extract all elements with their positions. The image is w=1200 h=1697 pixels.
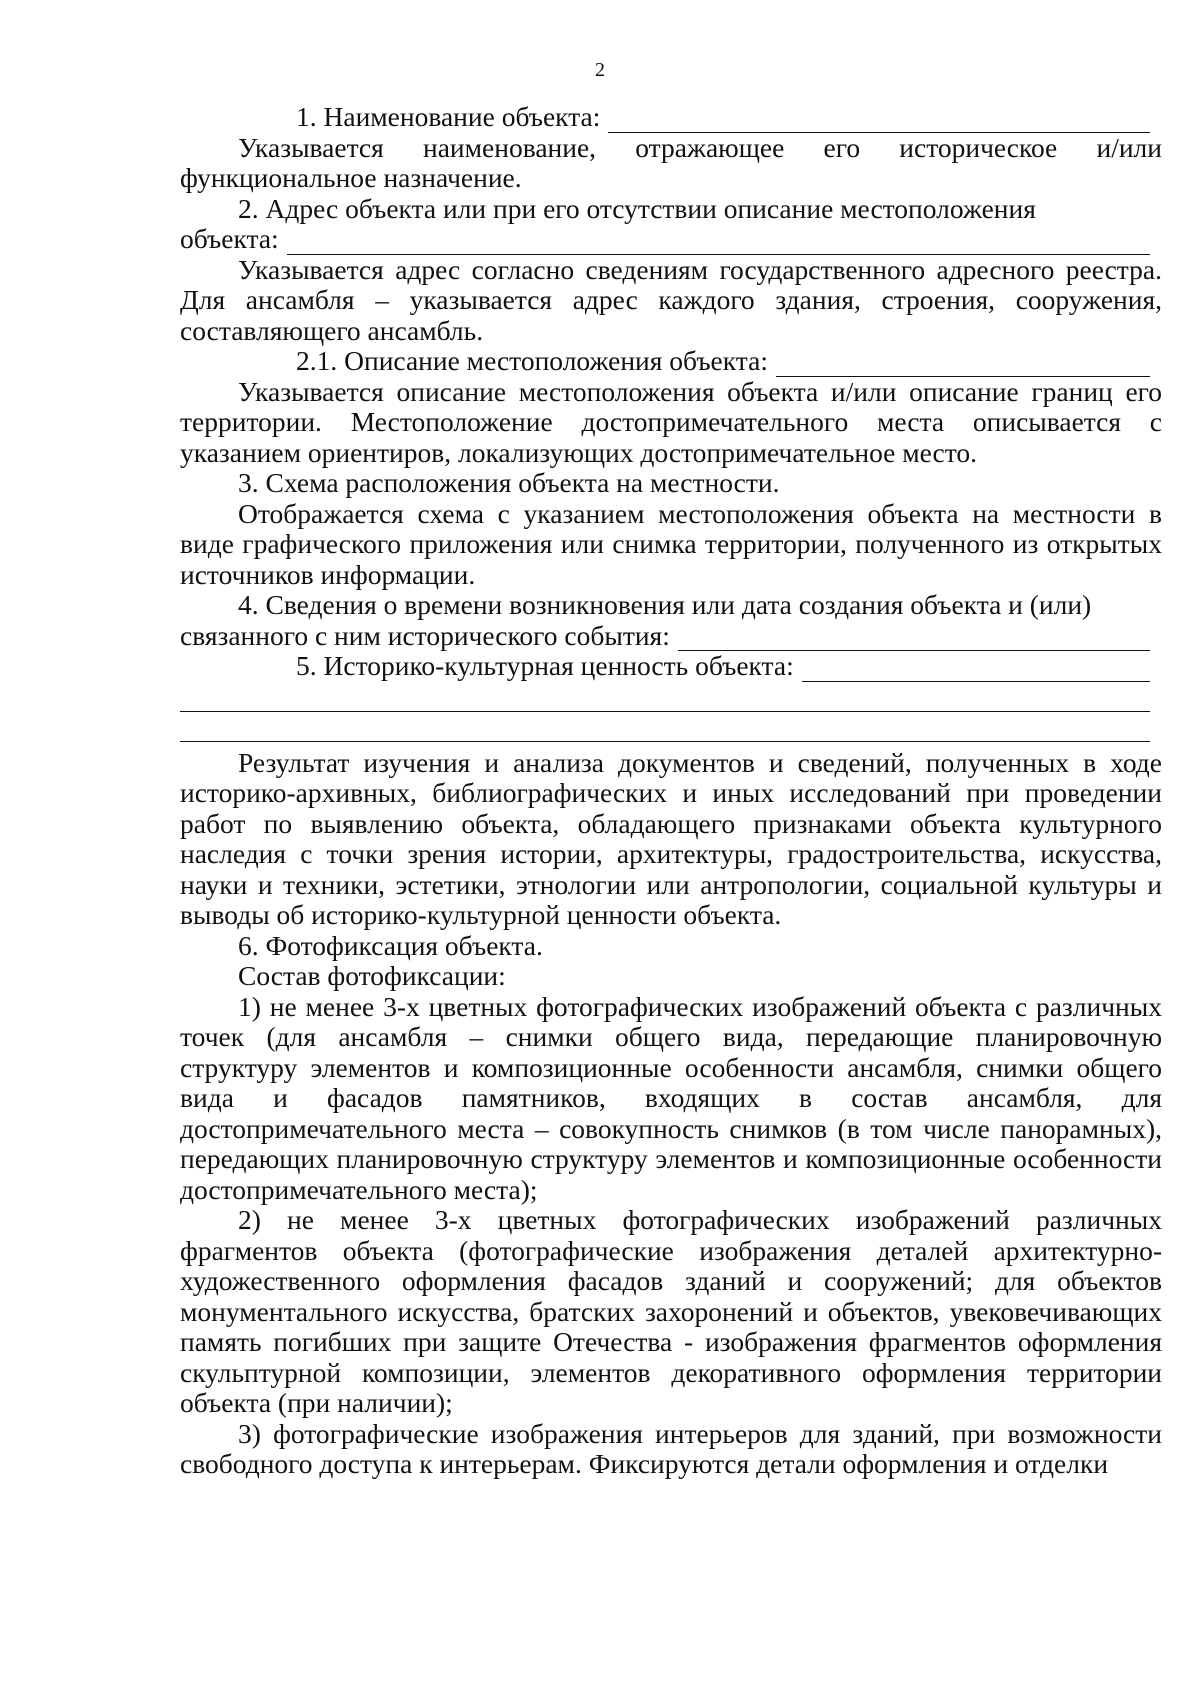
field-label: 5. Историко-культурная ценность объекта: [296, 650, 794, 681]
paragraph: Отображается схема с указанием местоположения объекта на местности в виде графического приложения или снимка территории, полученного из открытых источников информации. [180, 497, 1162, 590]
list-item: 3) фотографические изображения интерьеров для зданий, при возможности свободного доступа к интерьерам. Фиксируются детали оформления и отделки [180, 1417, 1162, 1479]
blank-line[interactable] [608, 108, 1150, 133]
blank-line[interactable] [678, 626, 1150, 651]
paragraph: Состав фотофиксации: [238, 960, 506, 991]
field-label: 1. Наименование объекта: [296, 101, 601, 132]
field-object-address [180, 224, 1162, 255]
blank-line-full[interactable] [180, 712, 1150, 742]
field-label: связанного с ним исторического события: [180, 619, 670, 651]
field-creation-date [180, 621, 1162, 652]
blank-line-full[interactable] [180, 682, 1150, 712]
field-location-description [180, 346, 1162, 377]
paragraph: 3. Схема расположения объекта на местности. [238, 467, 780, 498]
paragraph: Указывается наименование, отражающее его историческое и/или функциональное назначение. [180, 131, 1162, 193]
blank-line[interactable] [776, 352, 1150, 377]
paragraph: Результат изучения и анализа документов и сведений, полученных в ходе историко-архивных, библиографических и иных исследований при проведении работ по выявлению объекта, обладающего признаками объекта культурного наследия с точки зрения истории, архитектуры, градостроительства, искусства, науки и техники, эстетики, этнологии или антропологии, социальной культуры и выводы об историко-культурной ценности объекта. [180, 746, 1162, 930]
blank-line[interactable] [802, 657, 1150, 682]
paragraph: Указывается адрес согласно сведениям государственного адресного реестра. Для ансамбля – указывается адрес каждого здания, строения, сооружения, составляющего ансамбль. [180, 253, 1162, 346]
field-cultural-value [180, 651, 1162, 682]
field-label: 2.1. Описание местоположения объекта: [296, 345, 768, 376]
paragraph: Указывается описание местоположения объекта и/или описание границ его территории. Местоположение достопримечательного места описывается с указанием ориентиров, локализующих достопримечательное место. [180, 375, 1162, 468]
blank-line[interactable] [287, 230, 1150, 255]
page-number: 2 [595, 59, 605, 81]
paragraph: 2. Адрес объекта или при его отсутствии описание местоположения [238, 192, 1036, 224]
field-label: объекта: [180, 223, 279, 254]
document-body [180, 102, 1162, 1480]
field-object-name [180, 102, 1162, 133]
list-item: 1) не менее 3-х цветных фотографических изображений объекта с различных точек (для ансамбля – снимки общего вида, передающие планировочную структуру элементов и композиционные особенности ансамбля, снимки общего вида и фасадов памятников, входящих в состав ансамбля, для достопримечательного места – совокупность снимков (в том числе панорамных), передающих планировочную структуру элементов и композиционные особенности достопримечательного места); [180, 990, 1162, 1205]
list-item: 2) не менее 3-х цветных фотографических изображений различных фрагментов объекта (фотографические изображения деталей архитектурно-художественного оформления фасадов зданий и сооружений; для объектов монументального искусства, братских захоронений и объектов, увековечивающих память погибших при защите Отечества - изображения фрагментов оформления скульптурной композиции, элементов декоративного оформления территории объекта (при наличии); [180, 1204, 1162, 1418]
paragraph: 4. Сведения о времени возникновения или дата создания объекта и (или) [238, 589, 1092, 620]
paragraph: 6. Фотофиксация объекта. [238, 929, 543, 961]
